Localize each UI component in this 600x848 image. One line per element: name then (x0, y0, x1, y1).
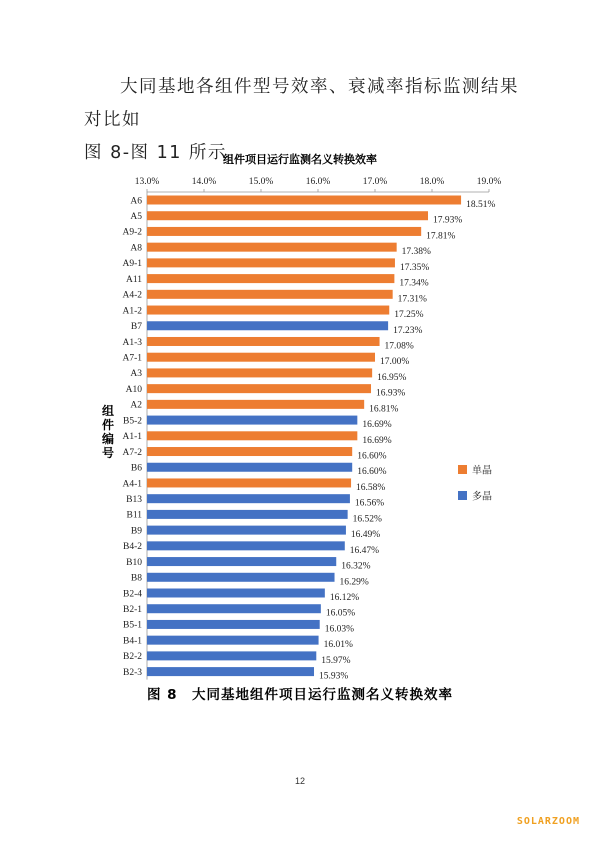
intro-line-2: 图 8-图 11 所示。 (84, 143, 246, 163)
bar (147, 368, 372, 377)
x-axis (135, 177, 502, 192)
category-label: B9 (130, 526, 142, 537)
data-label: 16.32% (341, 561, 371, 572)
y-axis-title-char: 号 (101, 446, 115, 460)
category-label: A6 (130, 196, 142, 207)
data-label: 16.81% (369, 404, 399, 415)
category-label: B5-2 (123, 416, 142, 427)
bar (147, 431, 357, 440)
data-label: 16.49% (350, 530, 381, 541)
bars-group (122, 196, 495, 681)
category-label: A7-2 (122, 447, 142, 458)
page-number: 12 (294, 776, 305, 786)
category-label: B2-4 (123, 589, 142, 600)
legend (458, 464, 492, 503)
bar (147, 667, 314, 676)
bar (147, 384, 371, 393)
category-label: B4-2 (123, 542, 142, 553)
y-axis-title-char: 件 (101, 418, 115, 432)
category-label: B6 (130, 463, 142, 474)
category-label: B8 (130, 573, 142, 584)
data-label: 17.31% (397, 294, 427, 305)
data-label: 16.56% (354, 498, 385, 509)
data-label: 16.52% (352, 514, 382, 525)
bar (147, 463, 352, 472)
bar (147, 227, 421, 236)
solarzoom-logo: SOLARZOOM (516, 816, 580, 827)
data-label: 16.69% (362, 435, 392, 446)
data-label: 16.58% (356, 482, 386, 493)
data-label: 17.81% (426, 231, 456, 242)
category-label: B5-1 (123, 620, 142, 631)
category-label: B2-1 (123, 605, 142, 616)
efficiency-bar-chart (0, 140, 600, 680)
data-label: 15.93% (319, 671, 349, 680)
category-label: B2-2 (123, 652, 142, 663)
bar (147, 196, 461, 205)
bar (147, 589, 325, 598)
y-axis-title-char: 编 (101, 432, 115, 446)
bar (147, 447, 352, 456)
category-label: B11 (126, 510, 142, 521)
legend-swatch (458, 465, 467, 474)
bar (147, 306, 389, 315)
bar (147, 526, 346, 535)
data-label: 15.97% (321, 655, 351, 666)
category-label: A9-1 (122, 259, 142, 270)
x-tick-label: 13.0% (134, 177, 160, 187)
bar (147, 620, 320, 629)
bar (147, 478, 351, 487)
category-label: A8 (130, 243, 142, 254)
data-label: 18.51% (466, 200, 496, 210)
legend-label: 多晶 (472, 491, 492, 503)
category-label: A2 (130, 400, 142, 411)
intro-line-1: 大同基地各组件型号效率、衰减率指标监测结果对比如 (84, 77, 519, 130)
category-label: B2-3 (123, 667, 142, 678)
data-label: 17.34% (399, 278, 429, 289)
data-label: 16.47% (349, 545, 380, 556)
category-label: A5 (130, 212, 142, 223)
data-label: 16.93% (376, 388, 406, 399)
data-label: 16.01% (323, 640, 353, 651)
data-label: 16.03% (324, 624, 355, 635)
bar (147, 416, 357, 425)
chart-title: 组件项目运行监测名义转换效率 (223, 153, 377, 166)
data-label: 17.25% (394, 310, 424, 321)
bar (147, 604, 321, 613)
bar (147, 494, 350, 503)
data-label: 16.60% (357, 451, 387, 462)
data-label: 16.69% (362, 420, 392, 431)
legend-label: 单晶 (472, 465, 492, 477)
x-tick-label: 14.0% (191, 177, 217, 187)
bar (147, 321, 388, 330)
data-label: 17.38% (401, 247, 431, 258)
bar (147, 243, 397, 252)
category-label: A7-1 (122, 353, 142, 364)
category-label: B10 (126, 557, 142, 568)
x-tick-label: 16.0% (305, 177, 331, 187)
category-label: A9-2 (122, 227, 142, 238)
bar (147, 290, 393, 299)
bar (147, 211, 428, 220)
data-label: 17.23% (393, 325, 423, 336)
y-axis-title-char: 组 (101, 404, 115, 418)
x-tick-label: 15.0% (248, 177, 274, 187)
data-label: 17.35% (399, 262, 430, 273)
category-label: A10 (125, 384, 142, 395)
bar (147, 573, 335, 582)
x-tick-label: 19.0% (476, 177, 502, 187)
data-label: 16.12% (329, 593, 360, 603)
data-label: 16.29% (339, 577, 369, 588)
bar (147, 400, 364, 409)
bar (147, 337, 380, 346)
bar (147, 258, 395, 267)
data-label: 16.95% (377, 372, 407, 383)
bar (147, 651, 316, 660)
data-label: 17.93% (433, 215, 463, 226)
legend-swatch (458, 491, 467, 500)
x-tick-label: 17.0% (362, 177, 388, 187)
category-label: A1-3 (122, 337, 142, 348)
bar (147, 274, 394, 283)
category-label: A11 (125, 274, 142, 285)
category-label: B7 (130, 322, 142, 333)
category-label: A1-2 (122, 306, 142, 317)
bar (147, 636, 319, 645)
bar (147, 353, 375, 362)
bar (147, 557, 336, 566)
category-label: B4-1 (123, 636, 142, 647)
data-label: 17.08% (384, 341, 414, 352)
data-label: 16.60% (357, 467, 387, 478)
data-label: 17.00% (380, 357, 410, 368)
category-label: B13 (126, 494, 142, 505)
data-label: 16.05% (325, 608, 356, 619)
bar (147, 510, 348, 519)
figure-caption: 图 8 大同基地组件项目运行监测名义转换效率 (146, 687, 454, 703)
category-label: A4-1 (122, 479, 142, 490)
category-label: A3 (130, 369, 142, 380)
category-label: A4-2 (122, 290, 142, 301)
bar (147, 541, 345, 550)
category-label: A1-1 (122, 432, 142, 443)
y-axis-title (102, 403, 114, 460)
x-tick-label: 18.0% (419, 177, 445, 187)
